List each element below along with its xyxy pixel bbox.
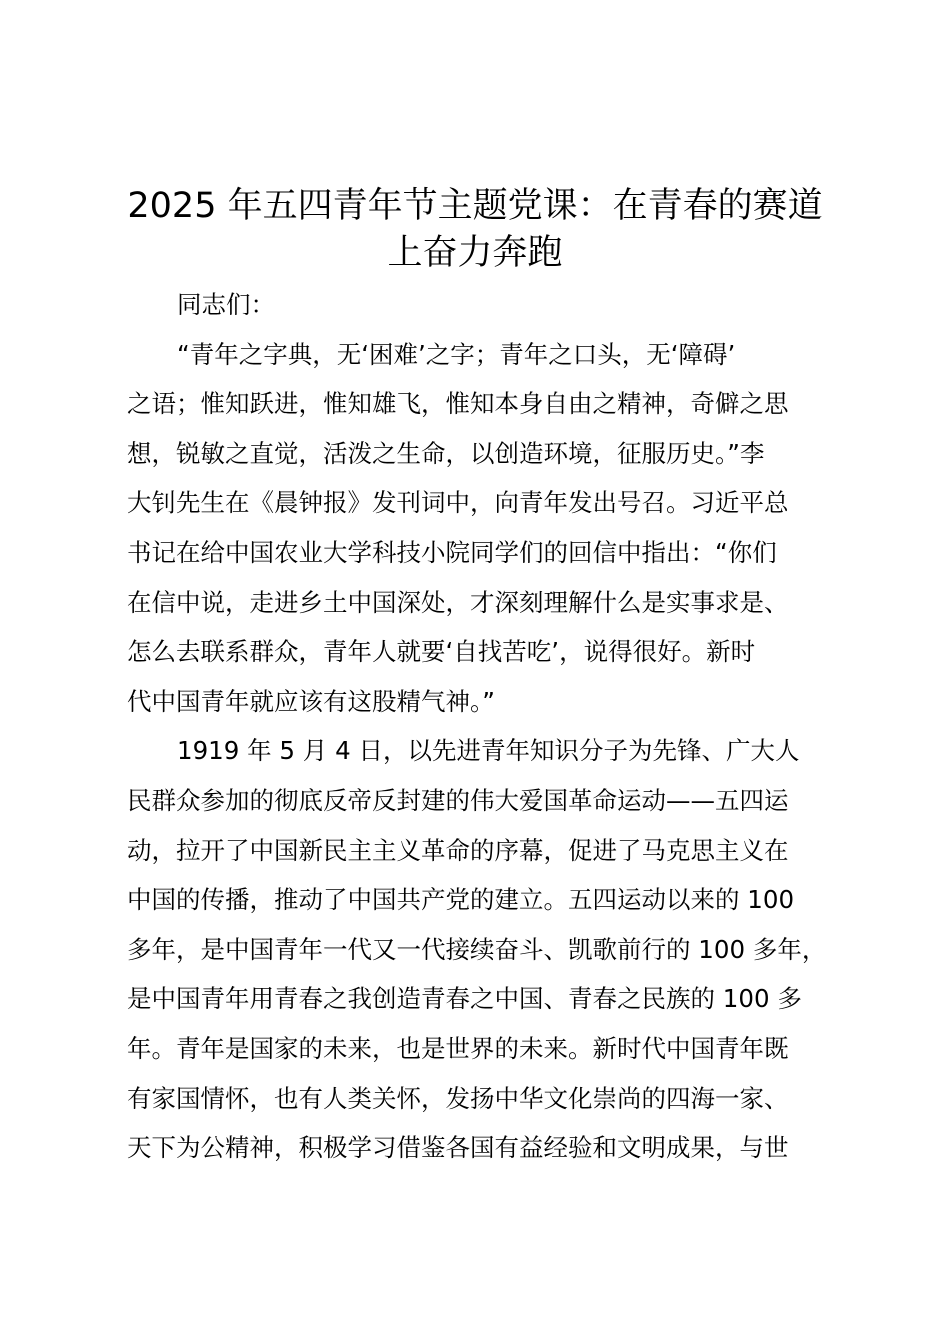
paragraph2-line: 中国的传播，推动了中国共产党的建立。五四运动以来的 100 — [127, 885, 795, 915]
paragraph1-line: 怎么去联系群众，青年人就要‘自找苦吃’，说得很好。新时 — [127, 637, 756, 667]
title-line: 上奋力奔跑 — [387, 233, 563, 273]
paragraph1-line: 之语；惟知跃进，惟知雄飞，惟知本身自由之精神，奇僻之思 — [127, 389, 789, 419]
paragraph1-line: 大钊先生在《晨钟报》发刊词中，向青年发出号召。习近平总 — [127, 488, 789, 518]
paragraph2-line: 1919 年 5 月 4 日，以先进青年知识分子为先锋、广大人 — [177, 736, 800, 766]
title-line: 2025 年五四青年节主题党课：在青春的赛道 — [127, 186, 823, 226]
paragraph2-line: 有家国情怀，也有人类关怀，发扬中华文化崇尚的四海一家、 — [127, 1083, 789, 1113]
paragraph2-line: 民群众参加的彻底反帝反封建的伟大爱国革命运动——五四运 — [127, 785, 789, 815]
paragraph2-line: 年。青年是国家的未来，也是世界的未来。新时代中国青年既 — [127, 1033, 789, 1063]
paragraph2-line: 是中国青年用青春之我创造青春之中国、青春之民族的 100 多 — [127, 984, 802, 1014]
paragraph1-line: 代中国青年就应该有这股精气神。” — [127, 686, 495, 716]
paragraph1-line: 想，锐敏之直觉，活泼之生命，以创造环境，征服历史。”李 — [127, 438, 765, 468]
paragraph1-line: 书记在给中国农业大学科技小院同学们的回信中指出：“你们 — [127, 537, 777, 567]
paragraph2-line: 天下为公精神，积极学习借鉴各国有益经验和文明成果，与世 — [127, 1133, 789, 1163]
paragraph2-line: 动，拉开了中国新民主主义革命的序幕，促进了马克思主义在 — [127, 835, 789, 865]
document-body — [127, 287, 847, 1180]
paragraph1-line: “青年之字典，无‘困难’之字；青年之口头，无‘障碍’ — [177, 339, 736, 369]
document-title — [100, 183, 850, 277]
paragraph2-line: 多年，是中国青年一代又一代接续奋斗、凯歌前行的 100 多年， — [127, 934, 827, 964]
salutation: 同志们： — [177, 290, 275, 319]
paragraph1-line: 在信中说，走进乡土中国深处，才深刻理解什么是实事求是、 — [127, 587, 789, 617]
